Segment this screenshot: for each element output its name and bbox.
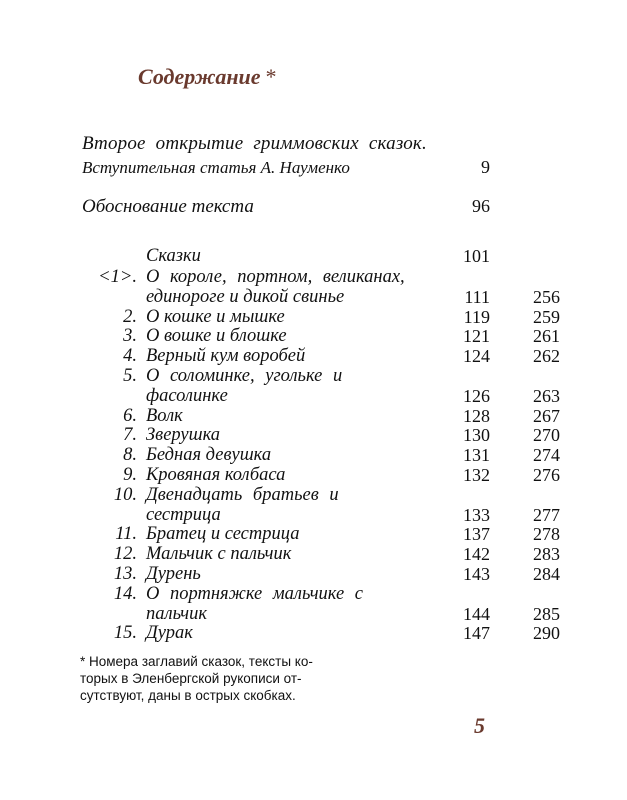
toc-entry-page: 128 <box>463 405 490 426</box>
toc-entry-comment-page: 278 <box>533 524 560 545</box>
toc-entry-number: <1>. <box>98 267 137 287</box>
toc-entry-page: 124 <box>463 346 490 367</box>
toc-entry <box>0 267 627 287</box>
toc-entry-comment-page: 276 <box>533 465 560 485</box>
toc-entry-page: 147 <box>463 623 490 644</box>
toc-entry-page: 131 <box>463 445 490 466</box>
toc-entry-number: 12. <box>113 544 137 565</box>
toc-entry-number: 8. <box>123 445 137 466</box>
section-title: Сказки <box>146 246 201 266</box>
toc-entry-page: 121 <box>463 326 490 347</box>
toc-entry-page: 133 <box>463 504 490 525</box>
toc-entry-title: О короле, портном, великанах, <box>146 267 405 287</box>
footnote-line: сутствуют, даны в острых скобках. <box>80 688 296 703</box>
toc-entry-number: 13. <box>113 564 137 584</box>
toc-entry-comment-page: 263 <box>533 385 560 406</box>
toc-entry-page: 142 <box>463 544 490 565</box>
toc-entry-title: Братец и сестрица <box>146 524 300 545</box>
section-row <box>0 246 627 266</box>
intro-article-title: Второе открытие гриммовских сказок. <box>82 133 427 154</box>
toc-entry-title: Дурак <box>146 623 193 644</box>
intro-article-page: 9 <box>481 157 490 177</box>
toc-entry <box>0 366 627 386</box>
toc-entry-title: Волк <box>146 405 183 426</box>
toc-entry-comment-page: 261 <box>533 326 560 347</box>
toc-entry-title: О портняжке мальчике с <box>146 583 364 604</box>
toc-entry-title: Зверушка <box>146 425 221 446</box>
toc-entry-number: 14. <box>113 583 137 604</box>
toc-entry-title: Кровяная колбаса <box>146 465 286 485</box>
page-number: 5 <box>474 713 485 738</box>
toc-entry-title: О кошке и мышке <box>146 306 285 327</box>
toc-entry-page: 119 <box>463 306 490 327</box>
section-page: 101 <box>463 246 490 266</box>
toc-entry-number: 7. <box>123 425 137 446</box>
toc-entry-title: Бедная девушка <box>146 445 272 466</box>
title-asterisk: * <box>264 64 276 89</box>
toc-entry-title: фасолинке <box>146 385 228 406</box>
toc-entry-comment-page: 284 <box>533 564 560 584</box>
toc-entry-page: 126 <box>463 385 490 406</box>
toc-entry-title: Мальчик с пальчик <box>146 544 292 565</box>
toc-entry-number: 15. <box>113 623 137 644</box>
toc-entry-comment-page: 267 <box>533 405 560 426</box>
toc-entry-number: 3. <box>123 326 137 347</box>
toc-entry-title: Дурень <box>146 564 201 584</box>
toc-entry-title: пальчик <box>146 603 208 624</box>
toc-entry-number: 9. <box>123 465 137 485</box>
toc-entry-comment-page: 285 <box>533 603 560 624</box>
toc-entry-page: 144 <box>463 603 490 624</box>
rationale-page: 96 <box>472 196 490 216</box>
toc-entry-comment-page: 259 <box>533 306 560 327</box>
toc-entry-page: 143 <box>463 564 490 584</box>
toc-entry-page: 111 <box>464 286 490 307</box>
toc-entry-title: сестрица <box>146 504 221 525</box>
toc-entry-page: 130 <box>463 425 490 446</box>
toc-entry-comment-page: 290 <box>533 623 560 644</box>
toc-entry-comment-page: 283 <box>533 544 560 565</box>
toc-entry-number: 10. <box>113 484 137 505</box>
toc-entry-number: 5. <box>123 366 137 386</box>
toc-entry-page: 132 <box>463 465 490 485</box>
toc-entry-number: 6. <box>123 405 137 426</box>
toc-entry-title: Верный кум воробей <box>146 346 306 367</box>
toc-entry-comment-page: 270 <box>533 425 560 446</box>
rationale-title: Обоснование текста <box>82 196 254 217</box>
toc-entry-comment-page: 274 <box>533 445 560 466</box>
toc-entry-title: О соломинке, угольке и <box>146 366 343 386</box>
toc-entry-comment-page: 277 <box>533 504 560 525</box>
toc-entry-title: О вошке и блошке <box>146 326 287 347</box>
toc-entry-number: 11. <box>115 524 137 545</box>
toc-entry-number: 2. <box>123 306 137 327</box>
toc-entry-comment-page: 256 <box>533 286 560 307</box>
toc-entry-page: 137 <box>463 524 490 545</box>
toc-entry-title: Двенадцать братьев и <box>146 484 339 505</box>
footnote-line: * Номера заглавий сказок, тексты ко- <box>80 654 313 669</box>
toc-entry-comment-page: 262 <box>533 346 560 367</box>
toc-entry-number: 4. <box>123 346 137 367</box>
intro-article-subtitle: Вступительная статья А. Науменко <box>82 158 350 177</box>
footnote <box>80 653 355 704</box>
toc-entry <box>0 584 627 604</box>
toc-entry-title: единороге и дикой свинье <box>146 286 345 307</box>
toc-entry <box>0 485 627 505</box>
footnote-line: торых в Эленбергской рукописи от- <box>80 671 302 686</box>
page-title: Содержание * <box>138 64 276 89</box>
